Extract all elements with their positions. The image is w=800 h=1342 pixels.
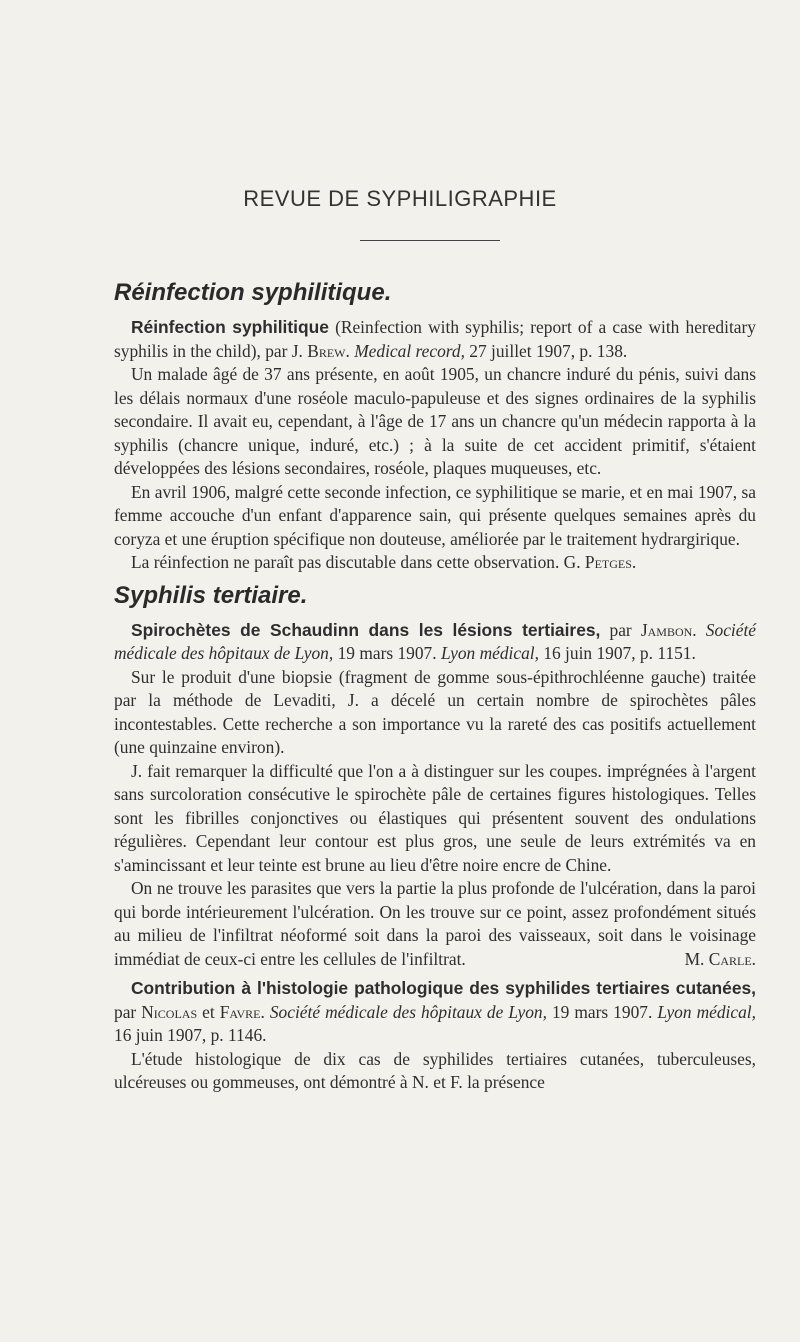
reference-text: 19 mars 1907. xyxy=(546,1001,658,1022)
reference-text: (Reinfection with syphilis; report of a case with hereditary syphilis in the child), par J. xyxy=(114,317,756,361)
article-title: Contribution à l'histologie pathologique des syphilides tertiaires cutanées, xyxy=(131,978,756,998)
body-paragraph xyxy=(114,877,756,971)
reference-text: et xyxy=(197,1001,220,1022)
author-name: Nicolas xyxy=(141,1001,198,1022)
author-name: Jambon. xyxy=(640,619,697,640)
reference-text: 19 mars 1907. xyxy=(333,643,441,663)
body-paragraph: Sur le produit d'une biopsie (fragment de gomme sous-épithrochléenne gauche) traitée par la méthode de Levaditi, J. a décelé un certain nombre de spirochètes pâles incontestables. Cette recherche a son importance vu la rareté des cas positifs actuellement (une quinzaine environ). xyxy=(114,666,756,757)
signature: M. Carle. xyxy=(684,948,756,969)
body-paragraph: J. fait remarquer la difficulté que l'on a à distinguer sur les coupes. imprégnées à l'argent sans surcoloration consécutive le spirochète pâle de certaines figures histologiques. Telles sont les fibrilles conjonctives ou élastiques qui présentent souvent des ondulations régulières. Cependant leur contour est plus gros, une seule de leurs extrémités va en s'amincissant et leur teinte est brune au lieu d'être noire encre de Chine. xyxy=(114,760,756,875)
author-name: Favre xyxy=(219,1001,261,1022)
section-heading-reinfection: Réinfection syphilitique. xyxy=(114,279,392,306)
reference-text: . xyxy=(345,340,355,361)
article-title: Spirochètes de Schaudinn dans les lésions tertiaires, xyxy=(131,619,601,640)
closing-paragraph xyxy=(114,551,756,575)
article-reference xyxy=(114,977,756,1048)
journal-name: Lyon médical, xyxy=(440,643,539,663)
section-heading-tertiaire: Syphilis tertiaire. xyxy=(114,581,308,609)
article-title: Réinfection syphilitique xyxy=(131,317,329,337)
reference-text: 27 juillet 1907, p. 138. xyxy=(464,340,628,361)
body-paragraph: Un malade âgé de 37 ans présente, en août 1905, un chancre induré du pénis, suivi dans les délais normaux d'une roséole maculo-papuleuse et des signes ordinaires de la syphilis secondaire. Il avait eu, cependant, à l'âge de 17 ans un chancre qu'un médecin rapporta à la syphilis (chancre unique, induré, etc.) ; à la suite de cet accident primitif, s'étaient développées des lésions secondaires, roséole, plaques muqueuses, etc. xyxy=(114,364,756,478)
reference-text: . xyxy=(260,1001,270,1022)
article-reference xyxy=(114,316,756,363)
body-paragraph: L'étude histologique de dix cas de syphilides tertiaires cutanées, tuberculeuses, ulcéreuses ou gommeuses, ont démontré à N. et F. la présence xyxy=(114,1048,756,1092)
society-name: Société médicale des hôpitaux de Lyon, xyxy=(269,1001,547,1022)
journal-name: Medical record, xyxy=(354,340,465,361)
article-reference xyxy=(114,619,756,666)
author-name: Brew xyxy=(307,340,346,361)
running-title: REVUE DE SYPHILIGRAPHIE xyxy=(243,186,557,211)
reference-text: par xyxy=(600,619,641,640)
journal-name: Lyon médical, xyxy=(657,1001,756,1022)
society-name: Société médicale des hôpitaux de Lyon, xyxy=(114,619,757,663)
reference-text: 16 juin 1907, p. 1146. xyxy=(114,1025,267,1045)
reference-text: par xyxy=(114,1001,142,1022)
body-paragraph: En avril 1906, malgré cette seconde infection, ce syphilitique se marie, et en mai 1907, sa femme accouche d'un enfant d'apparence sain, qui présente quelques semaines après du coryza et une éruption spécifique non douteuse, améliorée par le traitement hydrargirique. xyxy=(114,481,756,549)
paragraph-text: On ne trouve les parasites que vers la partie la plus profonde de l'ulcération, dans la paroi qui borde intérieurement l'ulcération. On les trouve sur ce point, assez profondément situés au milieu de l'infiltrat néoformé soit dans la paroi des vaisseaux, soit dans le voisinage immédiat de ceux-ci entre les cellules de l'infiltrat. xyxy=(114,878,756,969)
reference-text: 16 juin 1907, p. 1151. xyxy=(538,643,696,663)
text-column xyxy=(114,278,756,1095)
closing-text: La réinfection ne paraît pas discutable dans cette observation. G. xyxy=(131,552,585,572)
title-divider xyxy=(360,240,500,241)
signature: Petges. xyxy=(584,552,637,572)
